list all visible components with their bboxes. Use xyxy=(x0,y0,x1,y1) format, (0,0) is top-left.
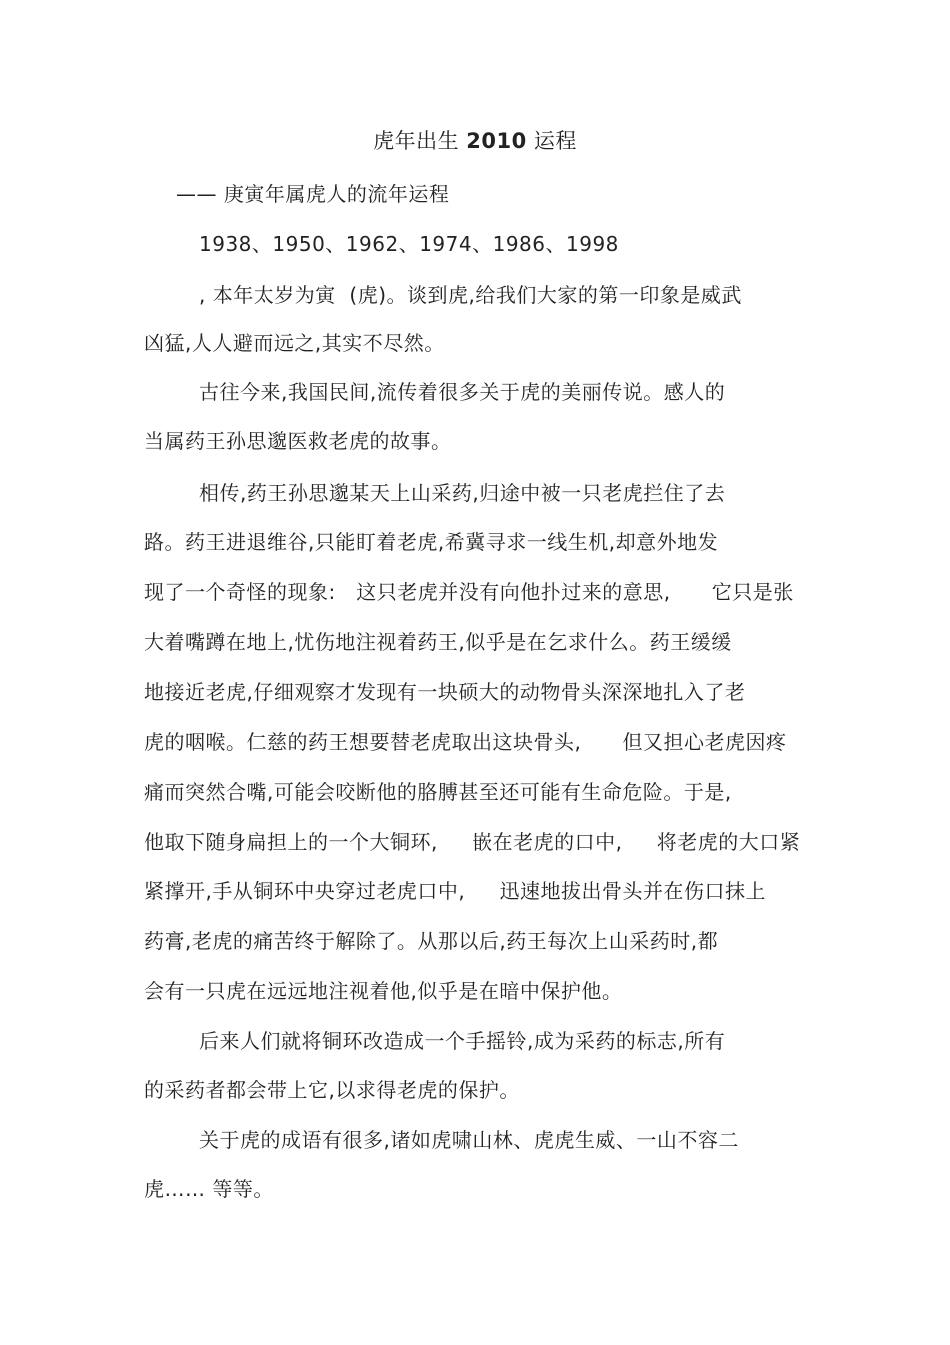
paragraph-line: 现了一个奇怪的现象: 这只老虎并没有向他扑过来的意思, 它只是张 xyxy=(144,580,794,604)
paragraph-line: 相传,药王孙思邈某天上山采药,归途中被一只老虎拦住了去 xyxy=(199,481,726,505)
paragraph-line: 当属药王孙思邈医救老虎的故事。 xyxy=(144,429,452,453)
paragraph-line: 他取下随身扁担上的一个大铜环, 嵌在老虎的口中, 将老虎的大口紧 xyxy=(144,830,801,854)
paragraph-line: 路。药王进退维谷,只能盯着老虎,希冀寻求一线生机,却意外地发 xyxy=(144,530,719,554)
subtitle: —— 庚寅年属虎人的流年运程 xyxy=(176,182,450,206)
paragraph-line: 大着嘴蹲在地上,忧伤地注视着药王,似乎是在乞求什么。药王缓缓 xyxy=(144,630,732,654)
title-year: 2010 xyxy=(466,129,527,153)
paragraph-line: 药膏,老虎的痛苦终于解除了。从那以后,药王每次上山采药时,都 xyxy=(144,929,719,953)
title-prefix: 虎年出生 xyxy=(373,129,467,153)
paragraph-line: 古往今来,我国民间,流传着很多关于虎的美丽传说。感人的 xyxy=(199,380,726,404)
paragraph-line: , 本年太岁为寅 (虎)。谈到虎,给我们大家的第一印象是威武 xyxy=(199,283,742,307)
paragraph-line: 的采药者都会带上它,以求得老虎的保护。 xyxy=(144,1078,520,1102)
paragraph-line: 虎的咽喉。仁慈的药王想要替老虎取出这块骨头, 但又担心老虎因疼 xyxy=(144,730,787,754)
paragraph-line: 紧撑开,手从铜环中央穿过老虎口中, 迅速地拔出骨头并在伤口抹上 xyxy=(144,879,767,903)
paragraph-line: 痛而突然合嘴,可能会咬断他的胳膊甚至还可能有生命危险。于是, xyxy=(144,780,732,804)
title-suffix: 运程 xyxy=(526,129,577,153)
paragraph-line: 会有一只虎在远远地注视着他,似乎是在暗中保护他。 xyxy=(144,979,623,1003)
page-title xyxy=(0,129,950,153)
paragraph-line: 凶猛,人人避而远之,其实不尽然。 xyxy=(144,331,445,355)
paragraph-line: 地接近老虎,仔细观察才发现有一块硕大的动物骨头深深地扎入了老 xyxy=(144,680,746,704)
paragraph-line: 虎…… 等等。 xyxy=(144,1177,274,1201)
paragraph-line: 关于虎的成语有很多,诸如虎啸山林、虎虎生威、一山不容二 xyxy=(199,1128,739,1152)
birth-years: 1938、1950、1962、1974、1986、1998 xyxy=(199,232,619,256)
paragraph-line: 后来人们就将铜环改造成一个手摇铃,成为采药的标志,所有 xyxy=(199,1029,726,1053)
